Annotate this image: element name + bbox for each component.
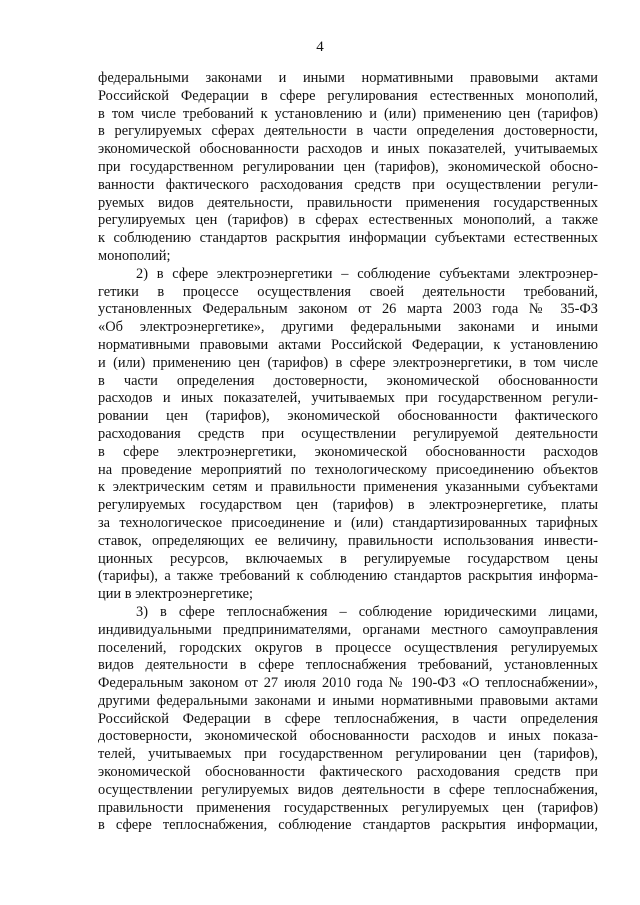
text-line: гетики в процессе осуществления своей деятельности требований,	[98, 283, 598, 300]
text-line: 2) в сфере электроэнергетики – соблюдение субъектами электроэнер-	[136, 265, 598, 282]
text-line: руемых видов деятельности, правильности применения государственных	[98, 194, 598, 211]
text-line: в том числе требований к установлению и (или) применению цен (тарифов)	[98, 105, 598, 122]
text-line: к электрическим сетям и правильности применения указанными субъектами	[98, 479, 598, 496]
text-line: в сфере электроэнергетики, экономической обоснованности расходов	[98, 443, 598, 460]
text-line: Российской Федерации в сфере теплоснабжения, в части определения	[98, 710, 598, 727]
page-number: 4	[316, 39, 324, 55]
text-line: расходов и иных показателей, учитываемых при государственном регули-	[98, 390, 598, 407]
text-line: экономической обоснованности фактического расходования средств при	[98, 764, 598, 781]
text-line: индивидуальными предпринимателями, органами местного самоуправления	[98, 621, 598, 638]
text-line: осуществлении регулируемых видов деятельности в сфере теплоснабжения,	[98, 781, 598, 798]
paragraph	[98, 70, 598, 266]
text-line: к соблюдению стандартов раскрытия информации субъектами естественных	[98, 230, 598, 247]
paragraph	[98, 266, 598, 604]
text-line: за технологическое присоединение и (или) стандартизированных тарифных	[98, 514, 598, 531]
text-line: (тарифы), а также требований к соблюдению стандартов раскрытия информа-	[98, 568, 598, 585]
text-line: Федеральным законом от 27 июля 2010 года № 190-ФЗ «О теплоснабжении»,	[98, 675, 598, 692]
text-line: ровании цен (тарифов), экономической обоснованности фактического	[98, 408, 598, 425]
text-line: правильности применения государственных регулируемых цен (тарифов)	[98, 799, 598, 816]
text-line: регулируемых государством цен (тарифов) в электроэнергетике, платы	[98, 497, 598, 514]
text-line: федеральными законами и иными нормативными правовыми актами	[98, 70, 598, 86]
text-line: в регулируемых сферах деятельности в части определения достоверности,	[98, 123, 598, 140]
paragraph	[98, 604, 598, 835]
text-line: телей, учитываемых при государственном регулировании цен (тарифов),	[98, 746, 598, 763]
text-line: в части определения достоверности, экономической обоснованности	[98, 372, 598, 389]
text-line: видов деятельности в сфере теплоснабжения требований, установленных	[98, 657, 598, 674]
text-line: ставок, определяющих ее величину, правильности использования инвести-	[98, 532, 598, 549]
text-line: ционных ресурсов, включаемых в регулируемые государством цены	[98, 550, 598, 567]
text-line: при государственном регулировании цен (тарифов), экономической обосно-	[98, 158, 598, 175]
text-line: экономической обоснованности расходов и иных показателей, учитываемых	[98, 141, 598, 158]
text-line: 3) в сфере теплоснабжения – соблюдение юридическими лицами,	[136, 603, 598, 620]
text-line: достоверности, экономической обоснованности расходов и иных показа-	[98, 728, 598, 745]
text-line: нормативными правовыми актами Российской Федерации, к установлению	[98, 336, 598, 353]
text-line: регулируемых цен (тарифов) в сферах естественных монополий, а также	[98, 212, 598, 229]
text-line: установленных Федеральным законом от 26 марта 2003 года № 35-ФЗ	[98, 301, 598, 318]
text-line: монополий;	[98, 247, 171, 264]
text-line: ции в электроэнергетике;	[98, 586, 253, 603]
document-body	[98, 70, 598, 835]
text-line: Российской Федерации в сфере регулирования естественных монополий,	[98, 87, 598, 104]
text-line: расходования средств при осуществлении регулируемой деятельности	[98, 425, 598, 442]
text-line: «Об электроэнергетике», другими федеральными законами и иными	[98, 319, 598, 336]
text-line: другими федеральными законами и иными нормативными правовыми актами	[98, 692, 598, 709]
text-line: ванности фактического расходования средств при осуществлении регули-	[98, 176, 598, 193]
text-line: поселений, городских округов в процессе осуществления регулируемых	[98, 639, 598, 656]
text-line: и (или) применению цен (тарифов) в сфере электроэнергетики, в том числе	[98, 354, 598, 371]
text-line: на проведение мероприятий по технологическому присоединению объектов	[98, 461, 598, 478]
text-line: в сфере теплоснабжения, соблюдение стандартов раскрытия информации,	[98, 817, 598, 834]
